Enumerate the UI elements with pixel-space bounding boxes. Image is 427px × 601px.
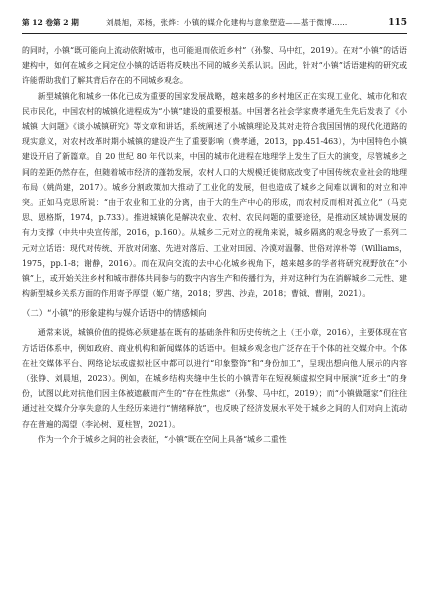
running-title: 刘晨旭，邓杨，张烨：小镇的媒介化建构与意象塑造——基于微博……: [106, 18, 348, 27]
paragraph: 作为一个介于城乡之间的社会表征，“小镇”既在空间上具备“城乡二重性: [37, 434, 287, 444]
header-divider: [22, 33, 407, 34]
paragraph: 新型城镇化和城乡一体化已成为重要的国家发展战略，越来越多的乡村地区正在实现工业化、城市化和农民市民化，中国农村的城镇化进程成为“小镇”建设的重要根基。中国著名社会学家费孝通先生先后发表了《小城镇 大问题》《谈小城镇研究》等文章和讲话，系统阐述了小城镇理论及其对走符合我国国情的现代化道路的现实意义，对农村改革时期小城镇的建设产生了重要影响（费孝通，2013，pp.451-463），为中国特色小镇建设开启了新篇章。自 20 世纪 80 年代以来，中国的城市化进程在地理学上发生了巨大的演变，尽管城乡之间的差距仍然存在，但随着城市经济的蓬勃发展，农村人口的大规模迁徙彻底改变了中国传统农业社会的地理布局（姚尚建，2017）。城乡分割政策加大推动了工业化的发展，但也造成了城乡之间难以调和的对立和冲突。正如马克思所说：“由于农业和工业的分离，由于大的生产中心的形成，而农村反而相对孤立化”（马克思、恩格斯，1974，p.733）。推进城镇化是解决农业、农村、农民问题的重要途径，是推动区域协调发展的有力支撑（中共中央宣传部，2016，p.160）。从城乡二元对立的视角来说，城乡隔离的观念导致了一系列二元对立话语：现代对传统、开放对闭塞、先进对落后、工业对田园、冷漠对温馨、世俗对淳朴等（Williams，1975，pp.1-8；谢静，2016）。而在双向交流的去中心化城乡视角下，越来越多的学者将研究视野放在“小镇”上，或开始关注乡村和城市群体共同参与的数字内容生产和传播行为，并对这种行为在消解城乡二元性、建构新型城乡关系方面的作用寄予厚望（姬广绪，2018；罗茜、沙垚，2018；曹钺、曹刚，2021）。: [22, 91, 407, 299]
paragraph: 通常来说，城镇价值的提炼必须建基在既有的基础条件和历史传统之上（王小章，2016），主要体现在官方话语体系中，例如政府、商业机构和新闻媒体的话语中。但城乡观念也广泛存在于个体的社交媒介中。个体在社交媒体平台、网络论坛或虚拟社区中都可以进行“印象整饰”和“身份加工”，呈现出想向他人展示的内容（张铮、刘晨旭，2023）。例如，在城乡结构夹缝中生长的小镇青年在短视频虚拟空间中展演“近乡土”的身份，试图以此对抗他们因主体被遮蔽而产生的“存在性焦虑”（孙黎、马中红，2019）；而“小镇做题家”们往往通过社交媒介分享失意的人生经历来进行“情绪释放”，也反映了经济发展水平处于城乡之间的人们对向上流动存在普遍的渴望（李沁树、夏柱智，2021）。: [22, 328, 407, 429]
article-body: [22, 43, 407, 447]
journal-volume-issue: 第 12 卷第 2 期: [22, 18, 79, 27]
section-heading: （二）“小镇”的形象建构与媒介话语中的情感倾向: [22, 308, 207, 319]
paragraph: 的同时，小镇“既可能向上流动依附城市，也可能退而依近乡村”（孙黎、马中红，2019）。在对“小镇”的话语建构中，如何在城乡之间定位小镇的话语将反映出不同的城乡关系认识。因此，针对“小镇”话语建构的研究或许能帮助我们了解其背后存在的不同城乡观念。: [22, 46, 407, 86]
page-number: 115: [388, 18, 407, 28]
running-header: [22, 16, 407, 30]
